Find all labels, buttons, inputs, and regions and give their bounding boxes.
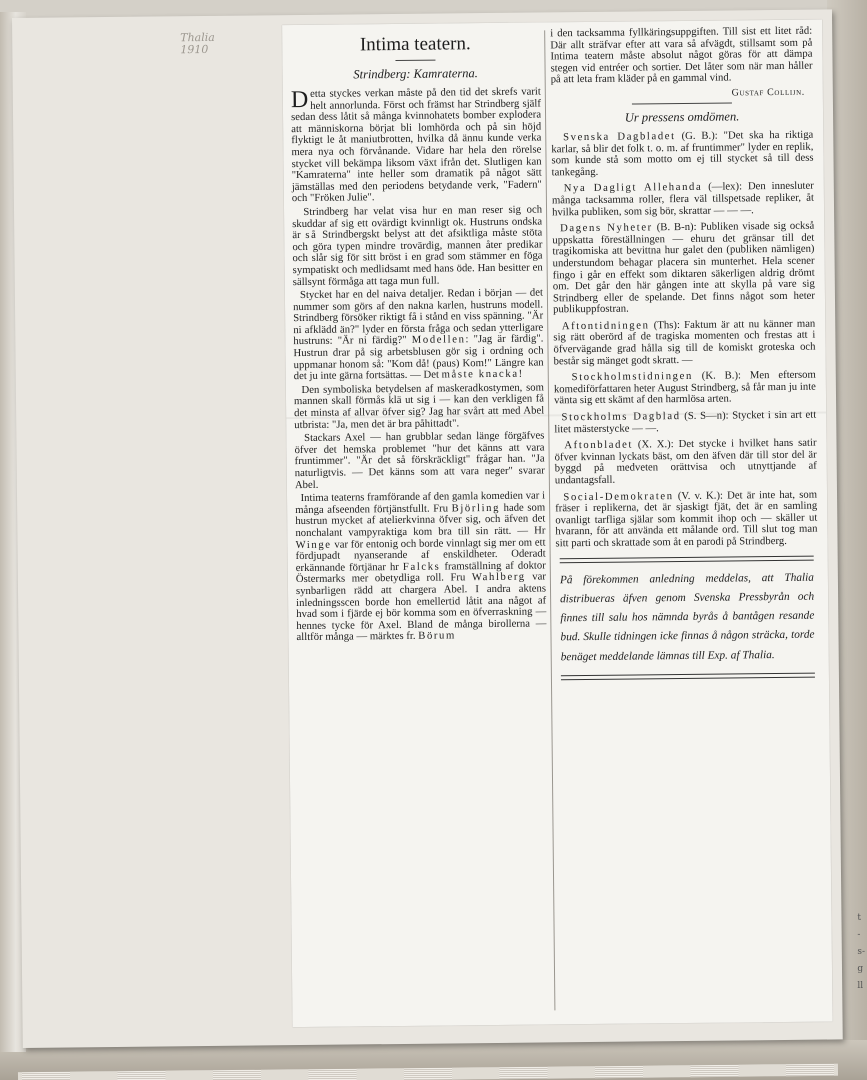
handwritten-note-line1: Thalia xyxy=(180,30,215,45)
paragraph-4-text: Den symboliska betydelsen af maskeradkostymen, som mannen skall förmås klä ut sig i — kan den verkligen få det minsta af allvar öfver sig? Jag har svårt att med Abel utbrista: "Ja, men det är bra påhittadt". xyxy=(293,381,545,431)
distribution-notice: På förekommen anledning meddelas, att Thalia distribueras äfven genom Svenska Pressbyrån och finnes till salu hos nämnda byrås å bantågen resande bud. Skulle tidningen icke finnas å någon sträcka, torde benäget meddelande lämnas till Exp. af Thalia. xyxy=(559,571,815,664)
article-column-left xyxy=(290,28,546,645)
review-paper-name: Social-Demokraten xyxy=(563,489,674,503)
article-paragraph-1 xyxy=(291,86,542,205)
review-text: (K. B.): Men eftersom komediförfattaren heter August Strindberg, så får man ju inte vänta sig ett skämt af den harmlösa arten. xyxy=(553,368,816,407)
review-item xyxy=(554,438,816,487)
article-paragraph-6 xyxy=(295,491,547,644)
article-column-right xyxy=(550,26,819,689)
actor-name-1: Björling xyxy=(451,501,501,515)
edge-marks: t - s- g ll xyxy=(857,913,865,991)
review-item xyxy=(554,370,816,408)
review-item xyxy=(554,410,816,436)
notice-rule-bottom xyxy=(561,673,815,681)
review-text: (B. B-n): Publiken visade sig också uppskatta föreställningen — ehuru det gränsar till det tragikomiska att bevittna hur galet den (publiken nämligen) understundom behagar placera sin munterhet. Hela scener fingo i går en effekt som diktaren säkerligen aldrig drömt om. Det går den här gången inte att skylla på vare sig Strindberg eller de spelande. Det finns något som heter publikuppfostran. xyxy=(552,219,816,316)
paragraph-3-spaced-2: måste knacka xyxy=(441,367,519,381)
article-paragraph-5 xyxy=(294,431,545,492)
reviews-list xyxy=(551,130,817,550)
review-paper-name: Dagens Nyheter xyxy=(559,221,653,235)
article-signature: Gustaf Collijn. xyxy=(731,86,805,99)
paragraph-6-text-b: hade som hustrun mycket af atelierkvinna öfver sig, och äfven det nonchalant vampyraktiga kom bra till sin rätt. — Hr xyxy=(295,501,546,540)
paragraph-6-text-d: framställning af doktor Östermarks mer obetydliga roll. Fru xyxy=(295,559,546,586)
paragraph-3-spaced-1: Modellen xyxy=(411,333,466,347)
review-item xyxy=(555,489,818,550)
article-paragraph-3 xyxy=(293,288,544,383)
paragraph-2-spaced: så xyxy=(305,228,318,242)
actor-name-2: Winge xyxy=(295,538,332,551)
paragraph-3-text-b: : "Jag är färdig". Hustrun drar på sig arbetsblusen gör sig i ordning och uppmanar honom så: "Kom då! (paus) Kom!" Längre kan det ju inte gärna fortsättas. — Det xyxy=(293,332,544,383)
actor-name-3: Falcks xyxy=(402,560,441,573)
review-item xyxy=(552,181,814,219)
actor-name-4: Wahlberg xyxy=(471,570,526,584)
review-item xyxy=(552,221,815,316)
paragraph-3-text-c: ! xyxy=(518,367,523,380)
article-subtitle: Strindberg: Kamraterna. xyxy=(353,66,478,82)
paragraph-6-text-e: var synbarligen rädd att chargera Abel. I andra aktens inledningsscen borde hon emellertid låtit ana något af hvad som i fjärde ej bör komma som en öfverraskning — hennes tycke för Axel. Bland de många birollerna — alltför många — märktes fr. xyxy=(295,570,547,644)
review-paper-name: Stockholmstidningen xyxy=(571,370,693,384)
review-text: (G. B.): "Det ska ha riktiga karlar, så blir det folk t. o. m. af fruntimmer" lyder en replik, som kunde stå som motto om ej till stycket så till dess tankegång. xyxy=(551,128,814,179)
handwritten-note xyxy=(180,32,215,56)
reviews-title: Ur pressens omdömen. xyxy=(624,109,740,125)
notice-rule-top xyxy=(560,555,814,563)
review-paper-name: Svenska Dagbladet xyxy=(562,130,676,144)
article-paragraph-7: i den tacksamma fyllkäringsuppgiften. Till sist ett litet råd: Där allt sträfvar efter att vara så afvägdt, stillsamt som på Intima teatern måste absolut något göras för att dämpa stegen vid entréer och sortier. Det låter som när man håller på att leta fram kläder på en gammal vind. xyxy=(550,24,813,86)
section-rule xyxy=(632,102,732,104)
article-title: Intima teatern. xyxy=(359,33,471,56)
paragraph-5-text: Stackars Axel — han grubblar sedan länge förgäfves öfver det hemska problemet "hur det känns att vara fruntimmer". "Är det så förskräckligt" frågar han. "Ja naturligtvis. — Det känns som att vara neger" svarar Abel. xyxy=(294,429,545,491)
title-rule xyxy=(395,60,435,61)
newspaper-clipping xyxy=(282,20,832,1028)
review-text: (V. v. K.): Det är inte hat, som fräser i replikerna, det är sjaskigt fjät, det är en samling ovanligt tarfliga själar som kommit ihop och — skäller ut hvarann, för att använda ett målande ord. Till slut tog man sitt parti och skrattade som åt en parodi på Strindberg. xyxy=(555,488,818,550)
paragraph-2-text-b: Strindbergskt belyst att det afsiktliga måste stöta och göra typen mindre trovärdig, mannen åter predikar och slår sig för sitt bröst i en grad som stämmer en föga sympatiskt och medlidsamt med hans öde. Han besitter en sällsynt förmåga att taga mun full. xyxy=(292,226,543,288)
drop-cap: D xyxy=(290,86,309,114)
review-paper-name: Nya Dagligt Allehanda xyxy=(563,181,703,195)
review-text: (S. S—n): Stycket i sin art ett litet mästerstycke — —. xyxy=(554,408,817,435)
article-paragraph-2 xyxy=(292,204,543,288)
article-paragraph-4 xyxy=(294,382,544,431)
review-paper-name: Aftontidningen xyxy=(561,319,650,333)
review-text: (—lex): Den innesluter många tacksamma roller, flera väl tillspetsade repliker, åt hvilka publiken, som sig bör, skrattar — — —. xyxy=(551,179,814,218)
paragraph-6-text-a: Intima teaterns framförande af den gamla komedien var i många afseenden förtjänstfullt. Fru xyxy=(295,489,546,516)
paragraph-3-text-a: Stycket har en del naiva detaljer. Redan i början — det nummer som görs af den nakna karlen, hustruns modell. Strindberg försöker riktigt få i stånd en viss spänning. "Är ni afklädd än?" lyder en första fråga och sedan ytterligare hustruns: "Är ni färdig?" xyxy=(292,286,544,348)
review-text: (Ths): Faktum är att nu känner man sig rätt oberörd af de tragiska momenten och frestas att i öfvervägande grad hålla sig till de komiskt groteska och består sig mänget godt skratt. — xyxy=(553,317,816,368)
review-text: (X. X.): Det stycke i hvilket hans satir öfver kvinnan lyckats bäst, om den äfven där till stor del är byggd på medveten orättvisa och utnyttjande af undantagsfall. xyxy=(554,436,817,487)
scrapbook-page xyxy=(12,9,843,1048)
review-paper-name: Stockholms Dagblad xyxy=(561,410,681,424)
review-item xyxy=(553,318,815,367)
actor-name-5: Börum xyxy=(418,629,456,643)
review-item xyxy=(551,130,813,179)
review-paper-name: Aftonbladet xyxy=(564,438,634,452)
paragraph-2-text-a: Strindberg har velat visa hur en man reser sig och skuddar af sig ett ovärdigt kvinnligt ok. Hustruns ondska är xyxy=(292,203,543,242)
paragraph-6-text-c: var för entonig och borde vinnlagt sig mer om ett fördjupadt nyanserande af enskildheter. Oderadt erkännande förtjänar hr xyxy=(295,536,546,574)
article-paragraph-1-text: etta styckes verkan måste på den tid det skrefs varit helt annorlunda. Först och främst har Strindberg själf sedan dess låtit så många kvinnohatets bomber explodera att människorna börjat bli lomhörda och på sin höjd flyktigt le åt maniutbrotten, hvilka då ännu kunde verka mera nya och förvånande. Vidare har hela den rörelse stycket vill bekämpa liksom växt ifrån det. Slutligen kan "Kamraterna" inte heller som dramatik på något sätt jämställas med den periodens betydande verk, "Fadern" och "Fröken Julie". xyxy=(290,85,542,205)
handwritten-note-line2: 1910 xyxy=(180,42,209,57)
